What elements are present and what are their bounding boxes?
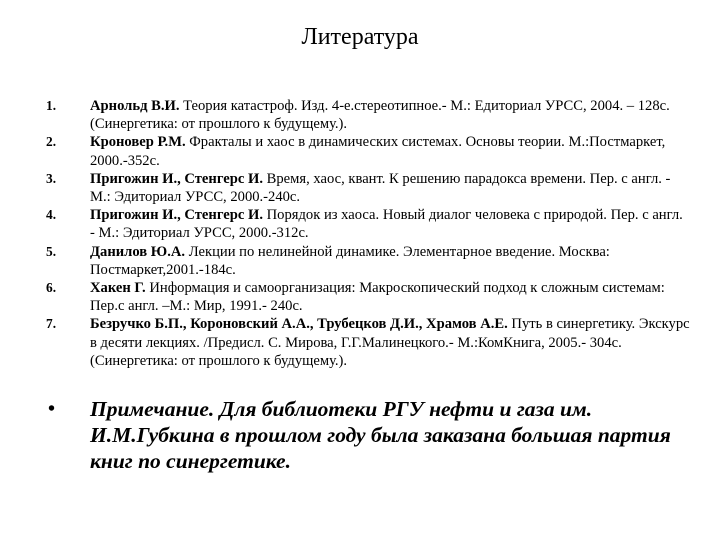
reference-number: 6. <box>46 280 57 296</box>
reference-author: Данилов Ю.А. <box>90 243 186 260</box>
reference-item <box>40 243 690 279</box>
reference-text: Лекции по нелинейной динамике. Элементарное введение. Москва: Постмаркет,2001.-184с. <box>90 243 610 278</box>
reference-text: Путь в синергетику. Экскурс в десяти лекциях. /Предисл. С. Мирова, Г.Г.Малинецкого.- М.:КомКнига, 2005.- 304с. (Синергетика: от прошлого к будущему.). <box>90 316 690 369</box>
reference-number: 7. <box>46 316 57 332</box>
reference-item <box>40 279 690 315</box>
reference-number: 3. <box>46 170 57 186</box>
reference-item <box>40 170 690 206</box>
reference-author: Пригожин И., Стенгерс И. <box>90 170 263 187</box>
note-text: Примечание. Для библиотеки РГУ нефти и газа им. И.М.Губкина в прошлом году была заказана большая партия книг по синергетике. <box>90 397 671 473</box>
reference-number: 2. <box>46 134 57 150</box>
page-title: Литература <box>301 24 419 50</box>
note-paragraph <box>40 396 690 474</box>
reference-item <box>40 97 690 133</box>
reference-text: Порядок из хаоса. Новый диалог человека с природой. Пер. с англ. - М.: Эдиториал УРСС, 2000.-312с. <box>90 207 683 242</box>
reference-number: 4. <box>46 207 57 223</box>
reference-item <box>40 206 690 242</box>
reference-text: Время, хаос, квант. К решению парадокса времени. Пер. с англ. - М.: Эдиториал УРСС, 2000.-240с. <box>90 170 671 206</box>
reference-text: Фракталы и хаос в динамических системах. Основы теории. М.:Постмаркет, 2000.-352с. <box>90 134 666 169</box>
reference-text: Теория катастроф. Изд. 4-е.стереотипное.- М.: Едиториал УРСС, 2004. – 128с. (Синергетика: от прошлого к будущему.). <box>90 98 670 133</box>
reference-author: Хакен Г. <box>90 280 146 297</box>
reference-number: 1. <box>46 98 57 113</box>
reference-text: Информация и самоорганизация: Макроскопический подход к сложным системам: Пер.с англ. –М.: Мир, 1991.- 240с. <box>90 280 665 315</box>
reference-item <box>40 133 690 169</box>
reference-author: Безручко Б.П., Короновский А.А., Трубецков Д.И., Храмов А.Е. <box>90 316 508 333</box>
reference-item <box>40 315 690 370</box>
reference-list <box>40 97 690 370</box>
reference-number: 5. <box>46 243 57 259</box>
reference-author: Арнольд В.И. <box>90 98 180 114</box>
reference-author: Кроновер Р.М. <box>90 134 186 151</box>
reference-author: Пригожин И., Стенгерс И. <box>90 207 263 224</box>
bullet-icon: • <box>48 398 56 420</box>
